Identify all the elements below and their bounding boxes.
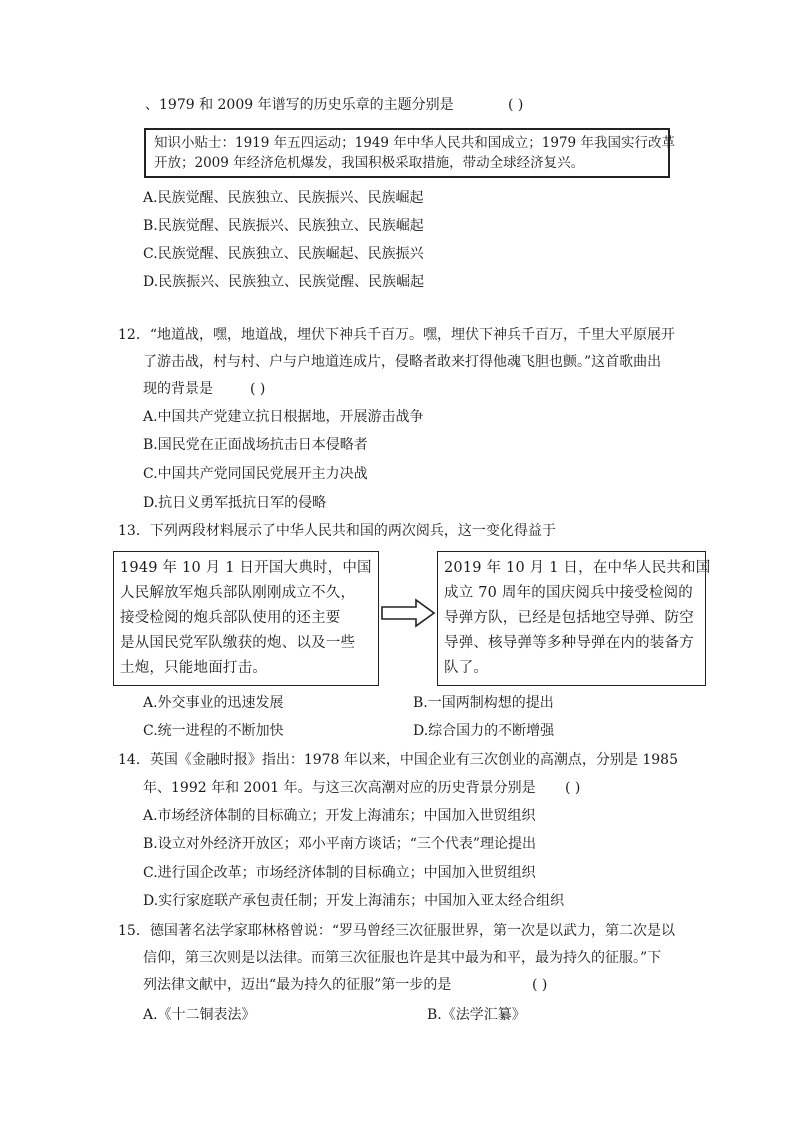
q13-material-2019-line: 导弹方队，已经是包括地空导弹、防空 (444, 610, 694, 626)
q12-option-d: D.抗日义勇军抵抗日军的侵略 (143, 495, 327, 511)
q15-stem-line-1: 15．德国著名法学家耶林格曾说：“罗马曾经三次征服世界，第一次是以武力，第二次是以 (118, 923, 675, 939)
q11-option-a: A.民族觉醒、民族独立、民族振兴、民族崛起 (143, 190, 424, 206)
q13-material-2019-line: 队了。 (444, 660, 489, 676)
q14-answer-paren: ( ) (565, 780, 581, 796)
q12-answer-paren: ( ) (250, 381, 266, 397)
q11-stem: 、1979 和 2009 年谱写的历史乐章的主题分别是 (145, 97, 454, 113)
q11-answer-paren: ( ) (508, 97, 524, 113)
q11-option-d: D.民族振兴、民族独立、民族觉醒、民族崛起 (143, 274, 425, 290)
q12-stem-line-2: 了游击战，村与村、户与户地道连成片，侵略者敢来打得他魂飞胆也颤。”这首歌曲出 (143, 354, 662, 370)
q13-material-1949-line: 1949 年 10 月 1 日开国大典时，中国 (120, 560, 372, 576)
q11-option-c: C.民族觉醒、民族独立、民族崛起、民族振兴 (143, 246, 424, 262)
q12-option-b: B.国民党在正面战场抗击日本侵略者 (143, 437, 368, 453)
q14-stem-line-2: 年、1992 年和 2001 年。与这三次高潮对应的历史背景分别是 (143, 780, 536, 796)
q14-option-a: A.市场经济体制的目标确立；开发上海浦东；中国加入世贸组织 (143, 808, 536, 824)
q15-answer-paren: ( ) (532, 977, 548, 993)
q13-material-2019-line: 2019 年 10 月 1 日，在中华人民共和国 (444, 560, 711, 576)
q13-option-a: A.外交事业的迅速发展 (143, 695, 284, 711)
q15-option-a: A.《十二铜表法》 (143, 1007, 256, 1023)
q13-option-b: B.一国两制构想的提出 (413, 695, 554, 711)
q14-stem-line-1: 14．英国《金融时报》指出：1978 年以来，中国企业有三次创业的高潮点，分别是 1985 (118, 752, 678, 768)
q15-option-b: B.《法学汇纂》 (427, 1007, 526, 1023)
q13-material-2019-line: 成立 70 周年的国庆阅兵中接受检阅的 (444, 585, 693, 601)
q13-option-c: C.统一进程的不断加快 (143, 723, 284, 739)
q13-material-1949-line: 土炮，只能地面打击。 (120, 660, 267, 676)
q14-option-c: C.进行国企改革；市场经济体制的目标确立；中国加入世贸组织 (143, 865, 536, 881)
q12-option-a: A.中国共产党建立抗日根据地，开展游击战争 (143, 409, 424, 425)
q13-material-2019 (437, 551, 711, 686)
q13-material-1949-line: 人民解放军炮兵部队刚刚成立不久， (120, 585, 356, 601)
q13-material-1949-line: 接受检阅的炮兵部队使用的还主要 (120, 610, 341, 626)
q14-option-b: B.设立对外经济开放区；邓小平南方谈话；“三个代表”理论提出 (143, 836, 537, 852)
q13-material-1949 (113, 551, 379, 686)
q13-option-d: D.综合国力的不断增强 (413, 723, 555, 739)
q12-option-c: C.中国共产党同国民党展开主力决战 (143, 466, 368, 482)
q11-tip-line-2: 开放；2009 年经济危机爆发，我国积极采取措施，带动全球经济复兴。 (154, 155, 585, 171)
q11-tip-line-1: 知识小贴士：1919 年五四运动；1949 年中华人民共和国成立；1979 年我国实行改革 (154, 135, 675, 151)
q13-material-1949-line: 是从国民党军队缴获的炮、以及一些 (120, 635, 356, 651)
q15-stem-line-2: 信仰，第三次则是以法律。而第三次征服也许是其中最为和平，最为持久的征服。”下 (143, 950, 662, 966)
q14-option-d: D.实行家庭联产承包责任制；开发上海浦东；中国加入亚太经合组织 (143, 893, 565, 909)
q12-stem-line-1: 12．“地道战，嘿，地道战，埋伏下神兵千百万。嘿，埋伏下神兵千百万，千里大平原展开 (118, 327, 675, 343)
q11-knowledge-tip-box (144, 128, 675, 178)
q13-stem: 13．下列两段材料展示了中华人民共和国的两次阅兵，这一变化得益于 (118, 523, 556, 539)
q11-option-b: B.民族觉醒、民族振兴、民族独立、民族崛起 (143, 218, 424, 234)
q15-stem-line-3: 列法律文献中，迈出“最为持久的征服”第一步的是 (143, 977, 452, 993)
right-arrow-icon (380, 598, 436, 628)
q13-material-2019-line: 导弹、核导弹等多种导弹在内的装备方 (444, 635, 694, 651)
q12-stem-line-3: 现的背景是 (143, 381, 213, 397)
